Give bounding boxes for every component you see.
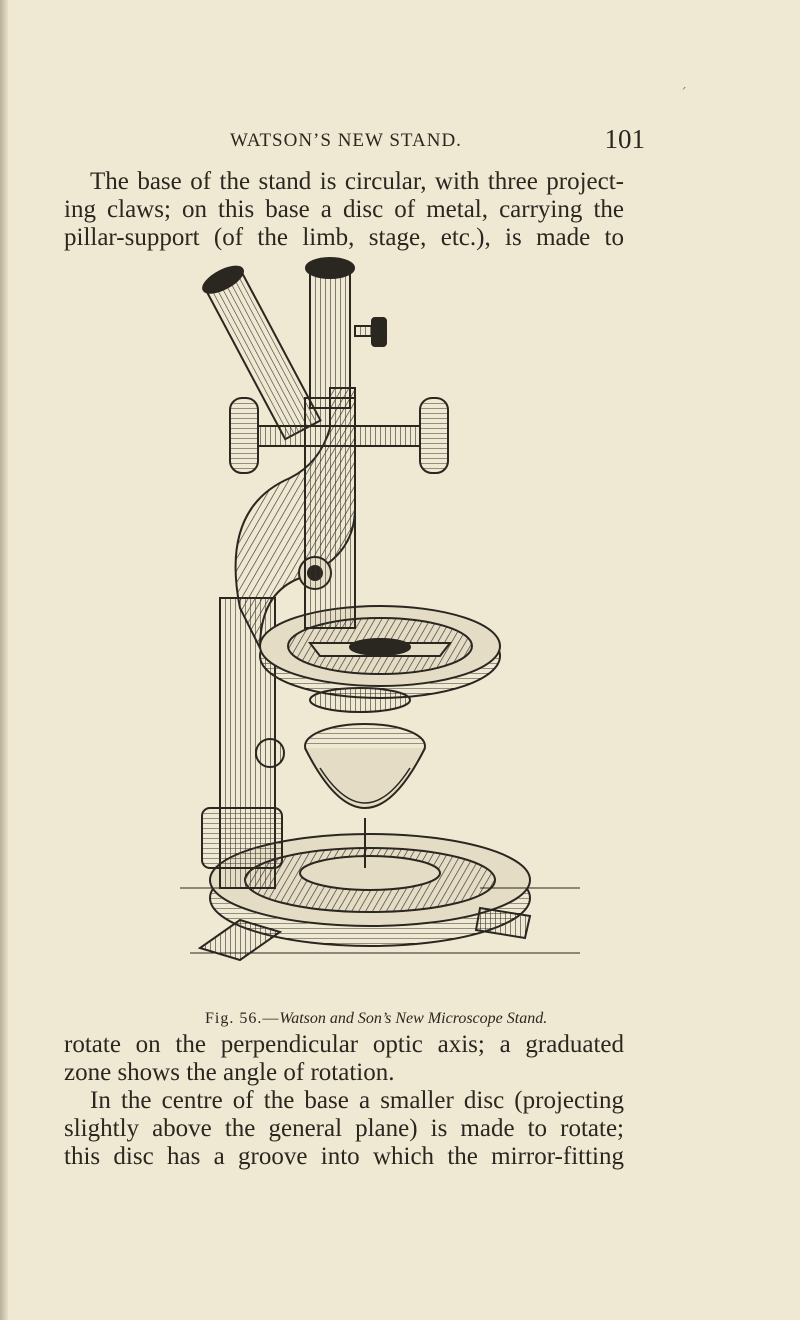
running-head: WATSON’S NEW STAND. [230, 130, 462, 151]
figure-title: Watson and Son’s New Microscope Stand. [279, 1010, 548, 1027]
paragraph-top [64, 168, 624, 252]
text-line: this disc has a groove into which the mirror-fitting [64, 1143, 624, 1170]
text-line: rotate on the perpendicular optic axis; a graduated [64, 1031, 624, 1058]
page-edge-shadow [0, 0, 8, 1320]
figure-caption [205, 1010, 665, 1028]
text-line: ing claws; on this base a disc of metal, carrying the [64, 196, 624, 223]
pencil-tick-mark: ˊ [680, 86, 687, 102]
figure-label: Fig. 56.— [205, 1010, 280, 1027]
text-line: The base of the stand is circular, with three project- [90, 168, 624, 195]
text-line: pillar-support (of the limb, stage, etc.), is made to [64, 224, 624, 251]
page-header [230, 126, 645, 158]
microscope-illustration [180, 248, 600, 1013]
text-line: slightly above the general plane) is made to rotate; [64, 1115, 624, 1142]
page-number: 101 [604, 124, 645, 154]
paragraph-bottom [64, 1031, 624, 1171]
text-line: zone shows the angle of rotation. [64, 1059, 395, 1086]
text-line: In the centre of the base a smaller disc (projecting [90, 1087, 624, 1114]
